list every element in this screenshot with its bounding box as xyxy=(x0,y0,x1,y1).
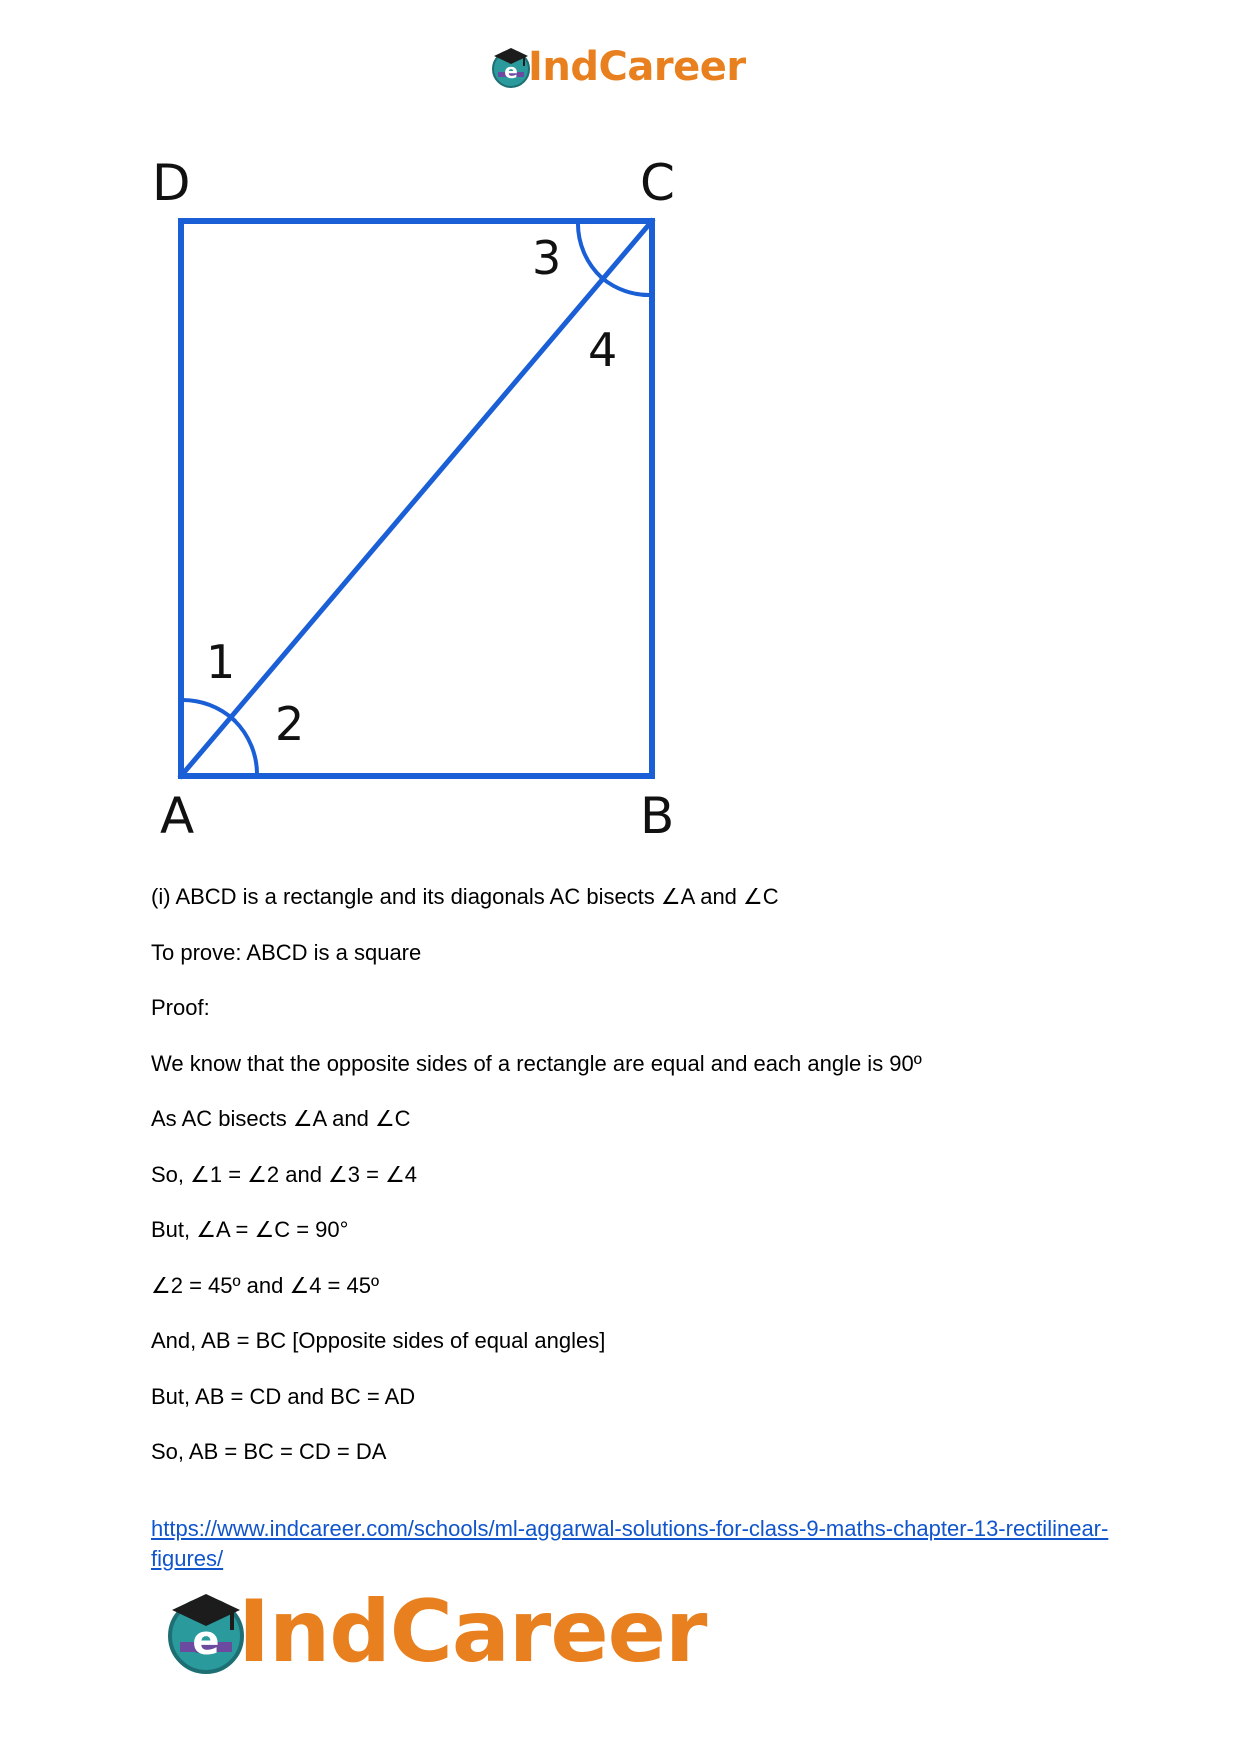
proof-line: But, AB = CD and BC = AD xyxy=(151,1383,416,1409)
proof-line: So, ∠1 = ∠2 and ∠3 = ∠4 xyxy=(151,1161,418,1187)
angle-arc-4 xyxy=(602,278,652,295)
vertex-label-d: D xyxy=(152,154,191,212)
source-link[interactable]: https://www.indcareer.com/schools/ml-aggarwal-solutions-for-class-9-maths-chapter-13-rectilinear-figures/ xyxy=(151,1516,1109,1571)
vertex-label-b: B xyxy=(640,787,675,845)
indcareer-logo-bottom xyxy=(160,1582,706,1682)
vertex-label-a: A xyxy=(160,787,195,845)
svg-text:e: e xyxy=(192,1618,220,1664)
proof-conclusion: So, AB = BC = CD = DA xyxy=(151,1439,387,1464)
logo-wordmark: IndCareer xyxy=(238,1582,707,1682)
proof-heading: Proof: xyxy=(151,995,210,1020)
angle-arc-2 xyxy=(234,720,257,776)
rectangle-diagram xyxy=(140,150,700,855)
angle-label-2: 2 xyxy=(275,697,305,751)
angle-arc-1 xyxy=(181,700,234,720)
proof-line: ∠2 = 45º and ∠4 = 45º xyxy=(151,1272,380,1298)
proof-line: As AC bisects ∠A and ∠C xyxy=(151,1106,411,1131)
given-statement: (i) ABCD is a rectangle and its diagonals AC bisects ∠A and ∠C xyxy=(151,884,779,909)
diagonal-ac xyxy=(181,221,652,776)
angle-label-3: 3 xyxy=(532,231,562,285)
svg-text:e: e xyxy=(504,59,518,83)
to-prove-statement: To prove: ABCD is a square xyxy=(151,939,422,965)
proof-line: But, ∠A = ∠C = 90° xyxy=(151,1217,349,1242)
indcareer-logo-top xyxy=(488,42,746,92)
proof-line: And, AB = BC [Opposite sides of equal angles] xyxy=(151,1328,606,1353)
logo-wordmark: IndCareer xyxy=(528,44,746,90)
proof-line: We know that the opposite sides of a rectangle are equal and each angle is 90º xyxy=(151,1050,922,1076)
vertex-label-c: C xyxy=(640,154,675,212)
proof-text xyxy=(151,884,1111,1495)
angle-label-1: 1 xyxy=(206,635,236,689)
angle-label-4: 4 xyxy=(588,323,618,377)
angle-arc-3 xyxy=(578,221,602,278)
